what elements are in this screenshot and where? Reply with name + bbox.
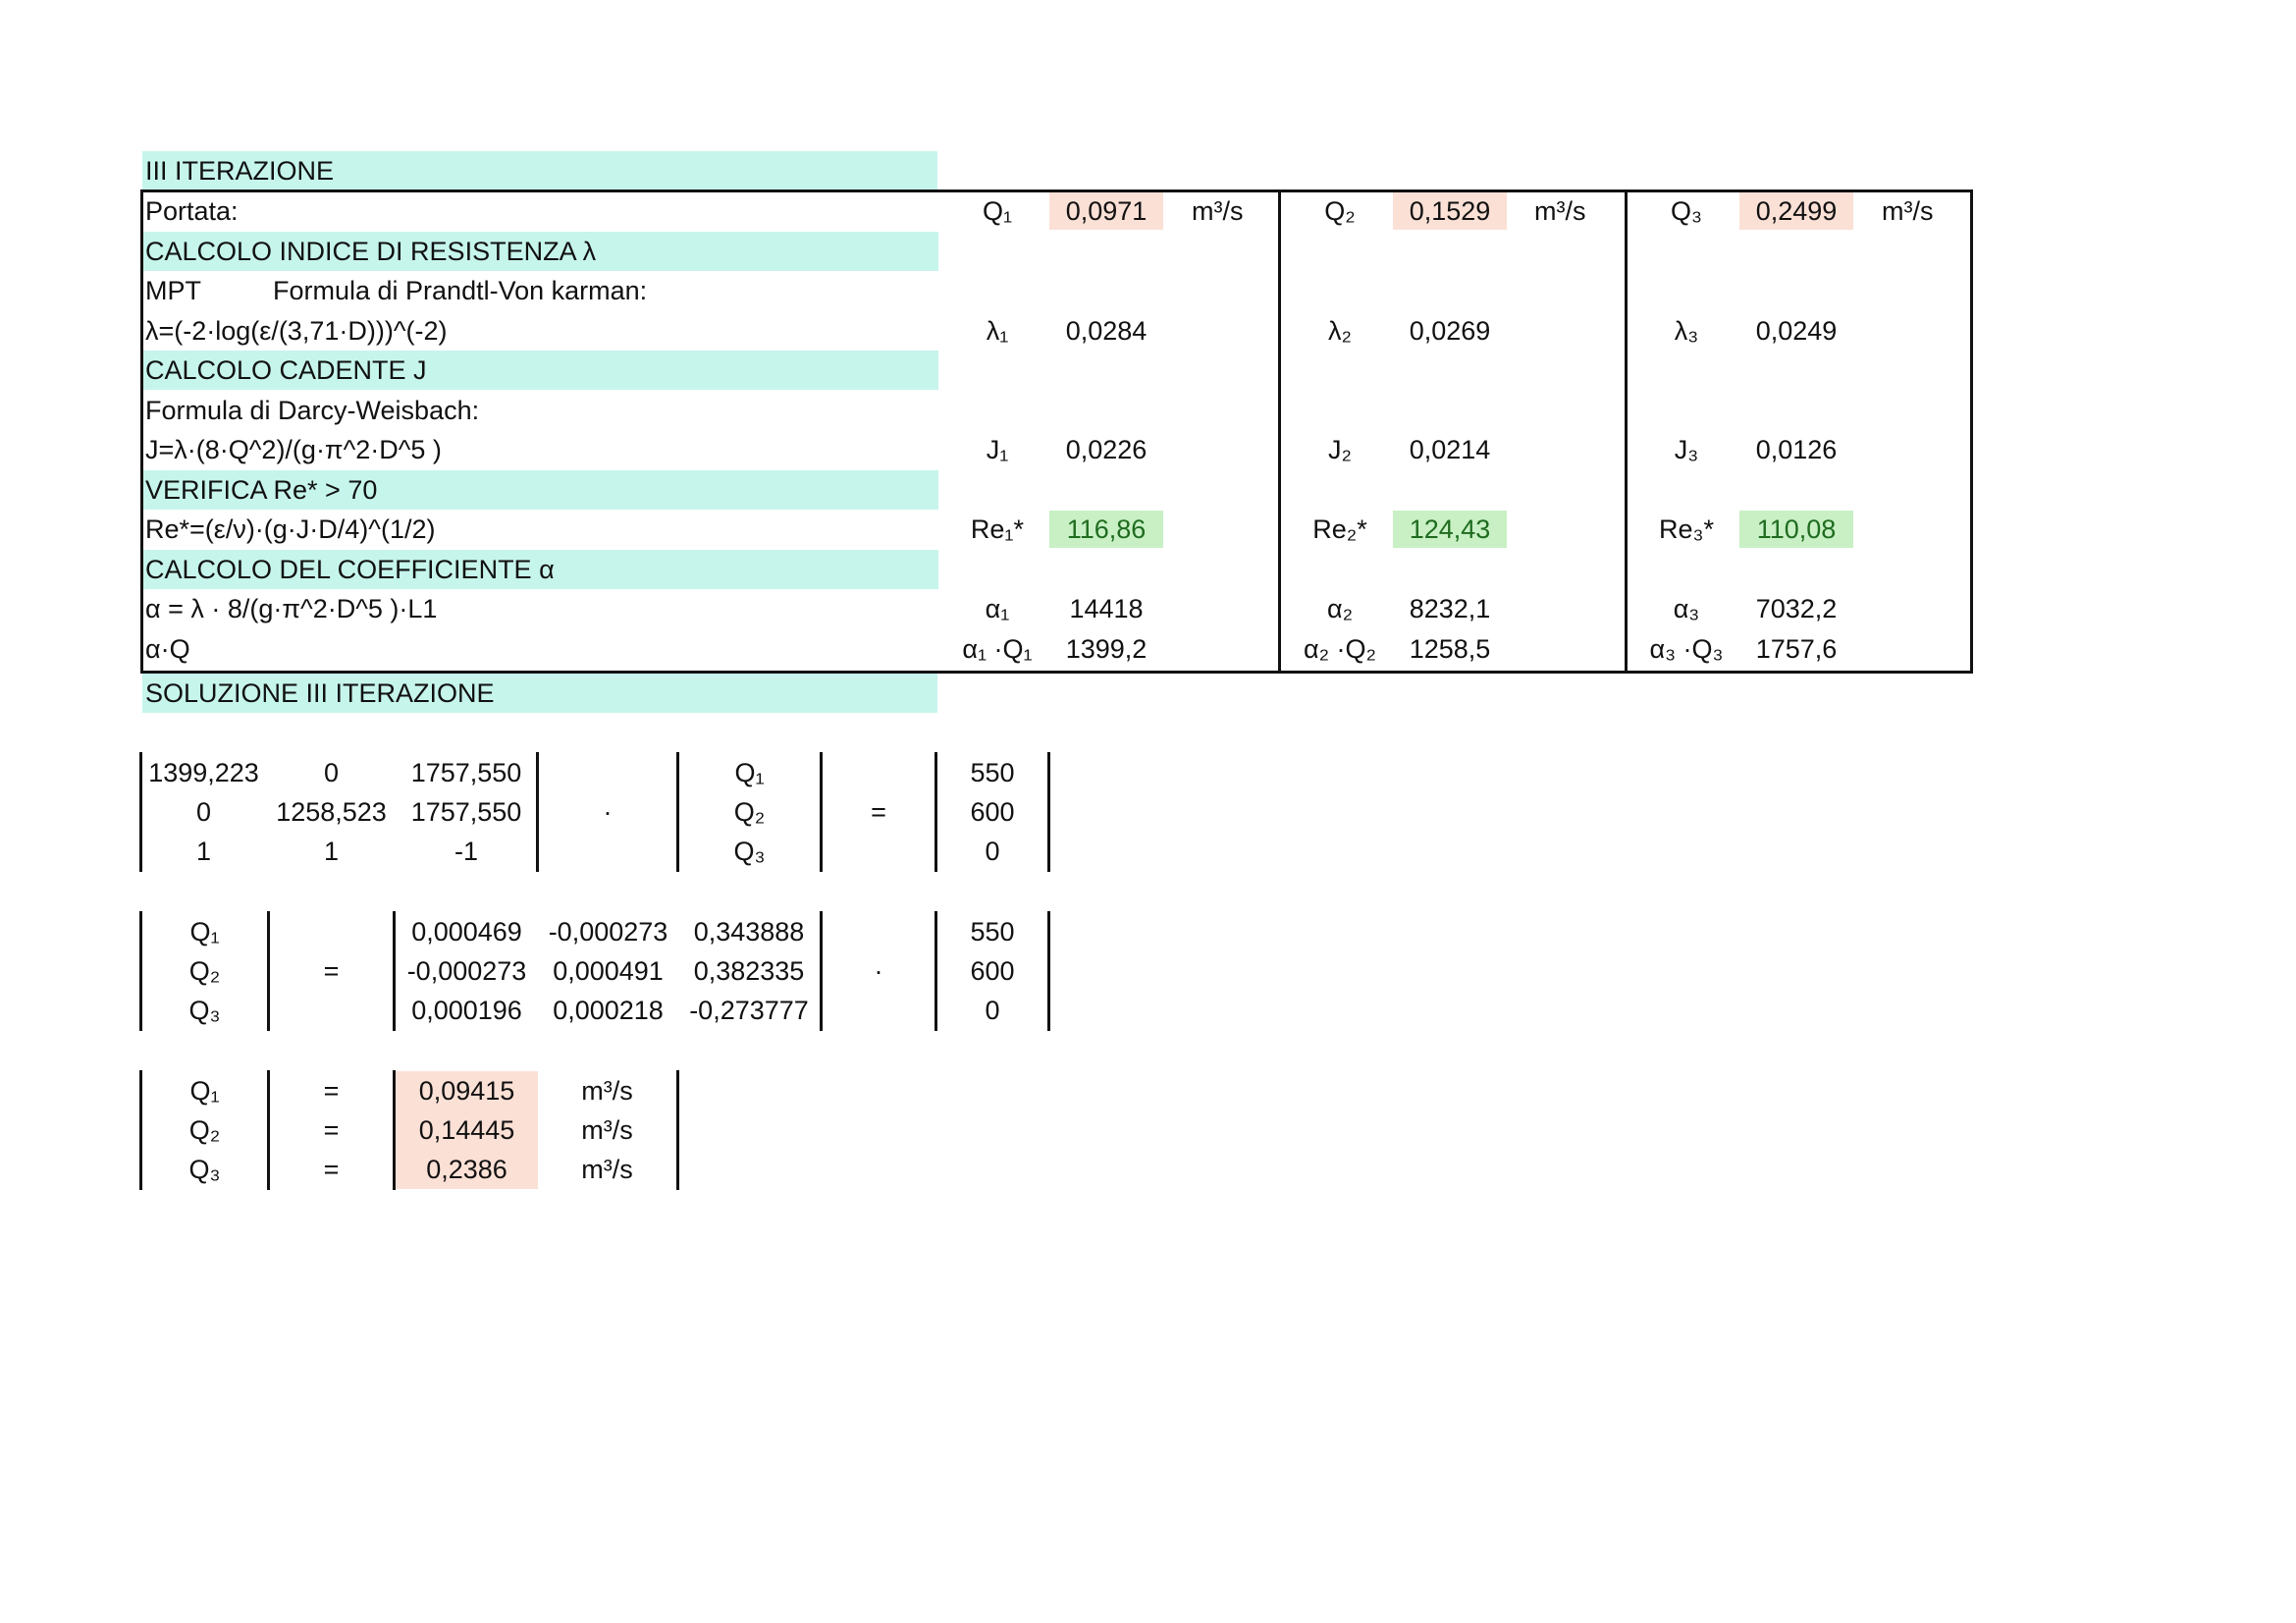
col2-re-value: 124,43 xyxy=(1409,514,1491,544)
system-a32: 1 xyxy=(323,837,340,866)
system-b1: 550 xyxy=(970,758,1015,787)
col2-re-label: Re₂* xyxy=(1312,514,1367,544)
col3-aq-label: α₃ ·Q₃ xyxy=(1649,634,1724,664)
col3-j-label: J₃ xyxy=(1674,435,1699,464)
inverse-b1: 550 xyxy=(970,917,1015,947)
col3-lambda-label: λ₃ xyxy=(1674,316,1699,346)
system-a13: 1757,550 xyxy=(410,758,522,787)
col1-lambda-value: 0,0284 xyxy=(1065,316,1148,346)
col3-q-value: 0,2499 xyxy=(1755,196,1838,226)
col1-q-unit: m³/s xyxy=(1192,196,1244,226)
system-bar-6 xyxy=(1047,752,1050,872)
col2-q-value: 0,1529 xyxy=(1409,196,1491,226)
system-a22: 1258,523 xyxy=(276,797,387,827)
system-a12: 0 xyxy=(323,758,340,787)
inverse-b3: 0 xyxy=(985,996,1000,1025)
result-q3-value: 0,2386 xyxy=(426,1155,507,1184)
col3-re-label: Re₃* xyxy=(1658,514,1715,544)
col1-q-value: 0,0971 xyxy=(1065,196,1148,226)
col2-alpha-value: 8232,1 xyxy=(1409,594,1491,623)
result-q2-value: 0,14445 xyxy=(418,1115,515,1145)
col3-lambda-value: 0,0249 xyxy=(1755,316,1838,346)
portata-label: Portata: xyxy=(145,196,239,226)
col3-q-unit: m³/s xyxy=(1882,196,1934,226)
page-title: III ITERAZIONE xyxy=(145,156,335,186)
system-a33: -1 xyxy=(454,837,478,866)
col3-j-value: 0,0126 xyxy=(1755,435,1838,464)
cadente-header: CALCOLO CADENTE J xyxy=(145,355,427,385)
inverse-m33: -0,273777 xyxy=(689,996,809,1025)
system-a11: 1399,223 xyxy=(148,758,259,787)
col1-alpha-value: 14418 xyxy=(1069,594,1144,623)
inverse-m13: 0,343888 xyxy=(693,917,805,947)
col3-alpha-label: α₃ xyxy=(1673,594,1700,623)
inverse-m31: 0,000196 xyxy=(411,996,522,1025)
result-q3-label: Q₃ xyxy=(188,1155,221,1184)
inverse-m21: -0,000273 xyxy=(406,956,527,986)
inverse-m22: 0,000491 xyxy=(553,956,664,986)
result-q2-label: Q₂ xyxy=(188,1115,221,1145)
system-a21: 0 xyxy=(195,797,212,827)
system-a31: 1 xyxy=(195,837,212,866)
col3-alpha-value: 7032,2 xyxy=(1755,594,1838,623)
col1-aq-value: 1399,2 xyxy=(1065,634,1148,664)
darcy-label: Formula di Darcy-Weisbach: xyxy=(145,396,480,425)
alpha-header: CALCOLO DEL COEFFICIENTE α xyxy=(145,555,555,584)
prandtl-label: Formula di Prandtl-Von karman: xyxy=(273,276,648,305)
system-q1: Q₁ xyxy=(734,758,765,787)
inverse-dot: · xyxy=(874,956,883,986)
result-q1-unit: m³/s xyxy=(581,1076,633,1106)
inverse-m23: 0,382335 xyxy=(693,956,805,986)
inverse-m12: -0,000273 xyxy=(548,917,668,947)
system-b2: 600 xyxy=(970,797,1015,827)
col2-j-value: 0,0214 xyxy=(1409,435,1491,464)
system-a23: 1757,550 xyxy=(410,797,522,827)
col1-lambda-label: λ₁ xyxy=(986,316,1009,346)
result-q1-value: 0,09415 xyxy=(418,1076,515,1106)
re-formula: Re*=(ε/ν)·(g·J·D/4)^(1/2) xyxy=(145,514,436,544)
col1-re-label: Re₁* xyxy=(970,514,1025,544)
alpha-formula: α = λ · 8/(g·π^2·D^5 )·L1 xyxy=(145,594,438,623)
alphaq-label: α·Q xyxy=(145,634,190,664)
col2-lambda-value: 0,0269 xyxy=(1409,316,1491,346)
mpt-label: MPT xyxy=(145,276,201,305)
j-formula: J=λ·(8·Q^2)/(g·π^2·D^5 ) xyxy=(145,435,442,464)
col1-q-label: Q₁ xyxy=(982,196,1013,226)
col1-aq-label: α₁ ·Q₁ xyxy=(962,634,1033,664)
system-dot: · xyxy=(603,797,613,827)
result-q3-unit: m³/s xyxy=(581,1155,633,1184)
col2-q-unit: m³/s xyxy=(1534,196,1586,226)
result-equals-2: = xyxy=(323,1115,340,1145)
col3-re-value: 110,08 xyxy=(1756,514,1837,544)
result-q1-label: Q₁ xyxy=(189,1076,220,1106)
inverse-bar-6 xyxy=(1047,911,1050,1031)
col2-alpha-label: α₂ xyxy=(1326,594,1354,623)
col2-j-label: J₂ xyxy=(1328,435,1352,464)
col1-j-value: 0,0226 xyxy=(1065,435,1148,464)
inverse-m11: 0,000469 xyxy=(411,917,522,947)
inverse-m32: 0,000218 xyxy=(553,996,664,1025)
inverse-q1: Q₁ xyxy=(189,917,220,947)
inverse-b2: 600 xyxy=(970,956,1015,986)
inverse-q3: Q₃ xyxy=(188,996,221,1025)
system-equals: = xyxy=(871,797,886,827)
system-q3: Q₃ xyxy=(733,837,766,866)
result-bar-4 xyxy=(676,1070,679,1190)
col3-aq-value: 1757,6 xyxy=(1755,634,1838,664)
result-equals-1: = xyxy=(323,1076,340,1106)
col1-alpha-label: α₁ xyxy=(985,594,1010,623)
col1-re-value: 116,86 xyxy=(1066,514,1147,544)
lambda-formula: λ=(-2·log(ε/(3,71·D)))^(-2) xyxy=(145,316,448,346)
verifica-header: VERIFICA Re* > 70 xyxy=(145,475,378,505)
col3-q-label: Q₃ xyxy=(1671,196,1702,226)
inverse-equals: = xyxy=(323,956,340,986)
col2-q-label: Q₂ xyxy=(1324,196,1356,226)
indice-header: CALCOLO INDICE DI RESISTENZA λ xyxy=(145,237,597,266)
col1-j-label: J₁ xyxy=(986,435,1009,464)
col2-lambda-label: λ₂ xyxy=(1328,316,1352,346)
col2-aq-label: α₂ ·Q₂ xyxy=(1303,634,1377,664)
result-equals-3: = xyxy=(323,1155,340,1184)
result-q2-unit: m³/s xyxy=(581,1115,633,1145)
system-q2: Q₂ xyxy=(733,797,766,827)
inverse-q2: Q₂ xyxy=(188,956,221,986)
col2-aq-value: 1258,5 xyxy=(1409,634,1491,664)
solution-title: SOLUZIONE III ITERAZIONE xyxy=(145,678,495,708)
system-b3: 0 xyxy=(985,837,1000,866)
